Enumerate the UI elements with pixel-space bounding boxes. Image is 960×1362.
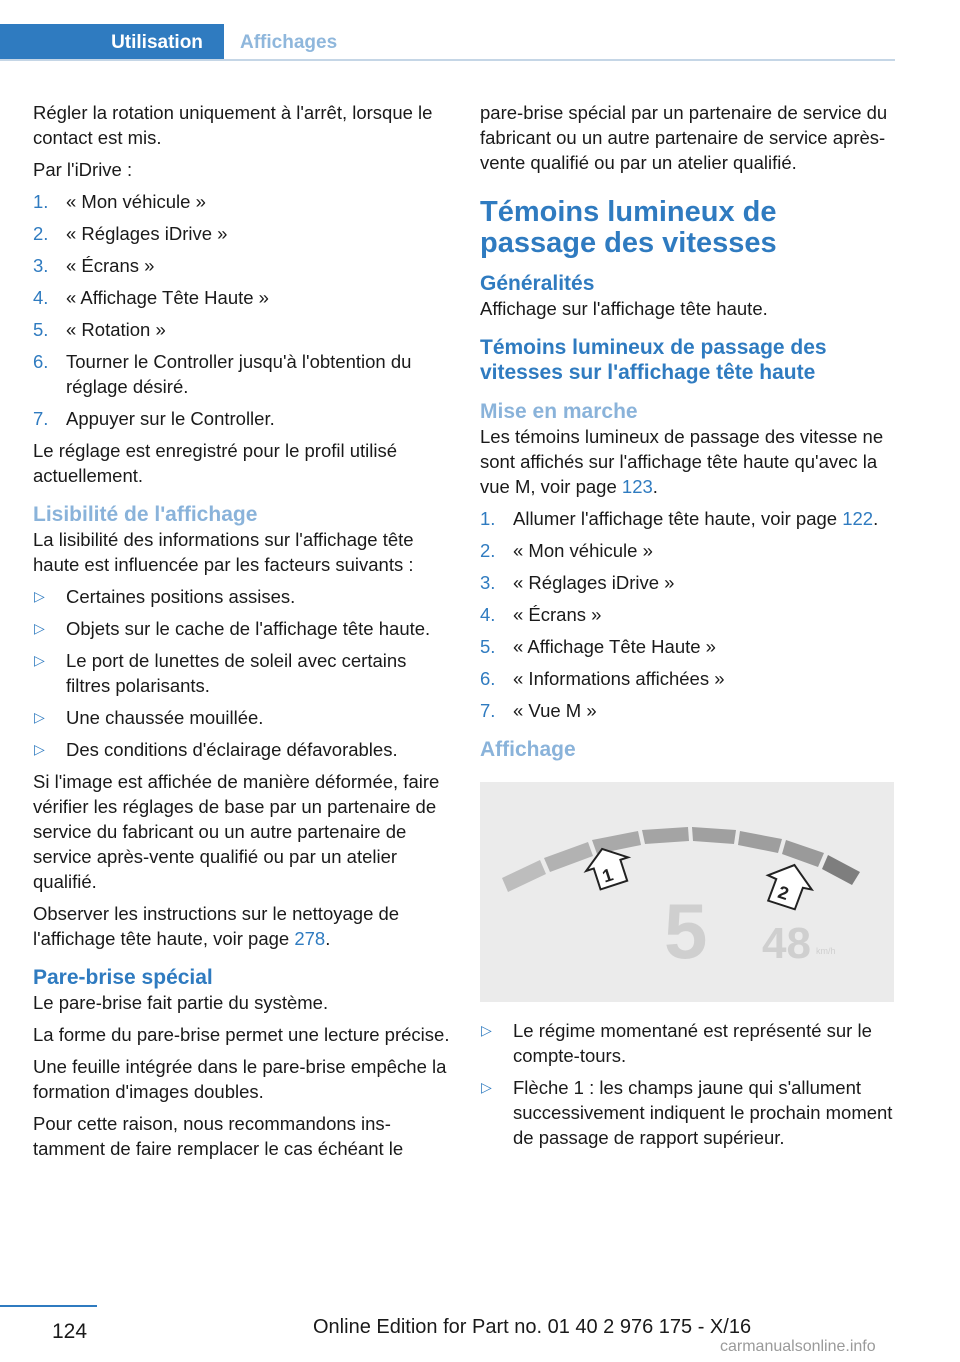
bullet-text: Le régime momentané est représenté sur le compte-tours. bbox=[513, 1020, 872, 1066]
list-item bbox=[480, 570, 900, 595]
triangle-bullet-icon: ▷ bbox=[34, 709, 45, 725]
step-text: « Vue M » bbox=[513, 700, 597, 721]
bullet-list bbox=[480, 1018, 900, 1150]
list-item bbox=[33, 317, 453, 342]
paragraph-end: . bbox=[652, 476, 658, 497]
paragraph-end: . bbox=[325, 928, 331, 949]
hud-shift-light-figure bbox=[480, 782, 894, 1002]
paragraph: Une feuille intégrée dans le pare-brise empêche la formation d'images doubles. bbox=[33, 1056, 447, 1102]
list-item bbox=[480, 666, 900, 691]
list-item bbox=[33, 648, 453, 698]
header-tabbar bbox=[0, 24, 895, 61]
step-text: « Informations affichées » bbox=[513, 668, 725, 689]
step-number: 4. bbox=[480, 604, 496, 625]
footer-divider bbox=[0, 1305, 97, 1307]
step-text: « Écrans » bbox=[66, 255, 155, 276]
page-link[interactable]: 278 bbox=[294, 928, 326, 949]
heading-mise-en-marche: Mise en marche bbox=[480, 400, 638, 423]
watermark: carmanualsonline.info bbox=[720, 1338, 876, 1355]
header-divider bbox=[0, 59, 895, 61]
list-item bbox=[480, 538, 900, 563]
tab-affichages-label: Affichages bbox=[240, 31, 338, 53]
step-number: 6. bbox=[33, 351, 49, 372]
heading-temoins: Témoins lumineux de passage des vitesses bbox=[480, 196, 777, 259]
step-number: 1. bbox=[480, 508, 496, 529]
step-text: « Affichage Tête Haute » bbox=[513, 636, 716, 657]
speed-readout: 48 bbox=[762, 919, 811, 968]
step-text: « Réglages iDrive » bbox=[66, 223, 228, 244]
list-item bbox=[480, 602, 900, 627]
step-number: 2. bbox=[33, 223, 49, 244]
paragraph: Si l'image est affichée de manière déformée, faire vérifier les réglages de base par un partenaire de service du fabricant ou un autre partenaire de service après-vente qualifié ou par un atelier qualifié. bbox=[33, 771, 440, 892]
paragraph-text: Observer les instructions sur le nettoyage de l'affichage tête haute, voir page bbox=[33, 903, 400, 949]
triangle-bullet-icon: ▷ bbox=[34, 588, 45, 604]
paragraph bbox=[33, 901, 453, 951]
step-number: 6. bbox=[480, 668, 496, 689]
bullet-text: Le port de lunettes de soleil avec certains filtres polarisants. bbox=[66, 650, 407, 696]
speed-unit: km/h bbox=[816, 946, 836, 956]
step-text: « Affichage Tête Haute » bbox=[66, 287, 269, 308]
list-item bbox=[480, 634, 900, 659]
arrow-1-label: 1 bbox=[599, 864, 616, 887]
steps-list bbox=[480, 506, 900, 723]
list-item bbox=[480, 698, 900, 723]
arrow-2-label: 2 bbox=[775, 881, 792, 905]
gear-indicator: 5 bbox=[664, 887, 708, 975]
step-text: « Mon véhicule » bbox=[513, 540, 653, 561]
tab-utilisation[interactable] bbox=[0, 24, 224, 61]
paragraph: Le réglage est enregistré pour le profil utilisé actuellement. bbox=[33, 440, 398, 486]
paragraph: Le pare-brise fait partie du système. bbox=[33, 992, 329, 1013]
triangle-bullet-icon: ▷ bbox=[481, 1022, 492, 1038]
step-number: 2. bbox=[480, 540, 496, 561]
steps-list bbox=[33, 189, 453, 431]
hud-illustration bbox=[480, 782, 894, 1002]
step-number: 3. bbox=[480, 572, 496, 593]
paragraph bbox=[480, 424, 900, 499]
paragraph: Régler la rotation uniquement à l'arrêt, lorsque le contact est mis. bbox=[33, 102, 433, 148]
list-item bbox=[33, 189, 453, 214]
paragraph: Affichage sur l'affichage tête haute. bbox=[480, 298, 768, 319]
triangle-bullet-icon: ▷ bbox=[481, 1079, 492, 1095]
step-number: 5. bbox=[33, 319, 49, 340]
heading-pare-brise: Pare-brise spécial bbox=[33, 966, 213, 989]
list-item bbox=[33, 406, 453, 431]
paragraph: La forme du pare-brise permet une lecture précise. bbox=[33, 1024, 450, 1045]
list-item bbox=[33, 349, 453, 399]
right-column bbox=[480, 100, 900, 1157]
step-text: « Rotation » bbox=[66, 319, 166, 340]
bullet-text: Des conditions d'éclairage défavorables. bbox=[66, 739, 398, 760]
step-text: « Mon véhicule » bbox=[66, 191, 206, 212]
list-item bbox=[480, 506, 900, 531]
paragraph: Par l'iDrive : bbox=[33, 159, 133, 180]
step-number: 5. bbox=[480, 636, 496, 657]
step-number: 7. bbox=[33, 408, 49, 429]
page-number: 124 bbox=[52, 1320, 88, 1343]
list-item bbox=[33, 221, 453, 246]
tab-affichages[interactable] bbox=[240, 24, 337, 61]
paragraph: pare-brise spécial par un partenaire de service du fabricant ou un autre partenaire de service après-vente qualifié ou par un atelier qualifié. bbox=[480, 102, 888, 173]
bullet-text: Certaines positions assises. bbox=[66, 586, 296, 607]
left-column bbox=[33, 100, 453, 1168]
list-item bbox=[33, 737, 453, 762]
step-number: 7. bbox=[480, 700, 496, 721]
tab-utilisation-label: Utilisation bbox=[111, 31, 203, 53]
triangle-bullet-icon: ▷ bbox=[34, 741, 45, 757]
bullet-text: Objets sur le cache de l'affichage tête haute. bbox=[66, 618, 431, 639]
list-item bbox=[480, 1018, 900, 1068]
step-number: 3. bbox=[33, 255, 49, 276]
bullet-text: Une chaussée mouillée. bbox=[66, 707, 264, 728]
list-item bbox=[33, 705, 453, 730]
list-item bbox=[33, 253, 453, 278]
page-link[interactable]: 123 bbox=[621, 476, 653, 497]
step-text: « Écrans » bbox=[513, 604, 602, 625]
arrow-2-icon bbox=[761, 858, 818, 912]
step-text: « Réglages iDrive » bbox=[513, 572, 675, 593]
step-text: Allumer l'affichage tête haute, voir page bbox=[513, 508, 843, 529]
step-text: Appuyer sur le Controller. bbox=[66, 408, 275, 429]
step-text: Tourner le Controller jusqu'à l'obtention du réglage désiré. bbox=[66, 351, 412, 397]
step-end: . bbox=[873, 508, 879, 529]
bullet-text: Flèche 1 : les champs jaune qui s'allument successivement indiquent le prochain moment de passage de rapport supérieur. bbox=[513, 1077, 893, 1148]
heading-temoins-hud: Témoins lumineux de passage des vitesses sur l'affichage tête haute bbox=[480, 336, 827, 384]
bullet-list bbox=[33, 584, 453, 762]
list-item bbox=[33, 616, 453, 641]
heading-affichage: Affichage bbox=[480, 738, 576, 761]
paragraph: La lisibilité des informations sur l'affichage tête haute est influencée par les facteurs suivants : bbox=[33, 529, 414, 575]
heading-lisibilite: Lisibilité de l'affichage bbox=[33, 503, 258, 526]
page-link[interactable]: 122 bbox=[842, 508, 874, 529]
paragraph-text: Les témoins lumineux de passage des vitesse ne sont affichés sur l'affichage tête haute qu'avec la vue M, voir page bbox=[480, 426, 884, 497]
heading-generalites: Généralités bbox=[480, 272, 595, 295]
step-number: 4. bbox=[33, 287, 49, 308]
paragraph: Pour cette raison, nous recommandons instamment de faire remplacer le cas échéant le bbox=[33, 1113, 404, 1159]
list-item bbox=[33, 584, 453, 609]
list-item bbox=[33, 285, 453, 310]
triangle-bullet-icon: ▷ bbox=[34, 620, 45, 636]
list-item bbox=[480, 1075, 900, 1150]
triangle-bullet-icon: ▷ bbox=[34, 652, 45, 668]
edition-note: Online Edition for Part no. 01 40 2 976 175 - X/16 bbox=[313, 1316, 752, 1338]
step-number: 1. bbox=[33, 191, 49, 212]
